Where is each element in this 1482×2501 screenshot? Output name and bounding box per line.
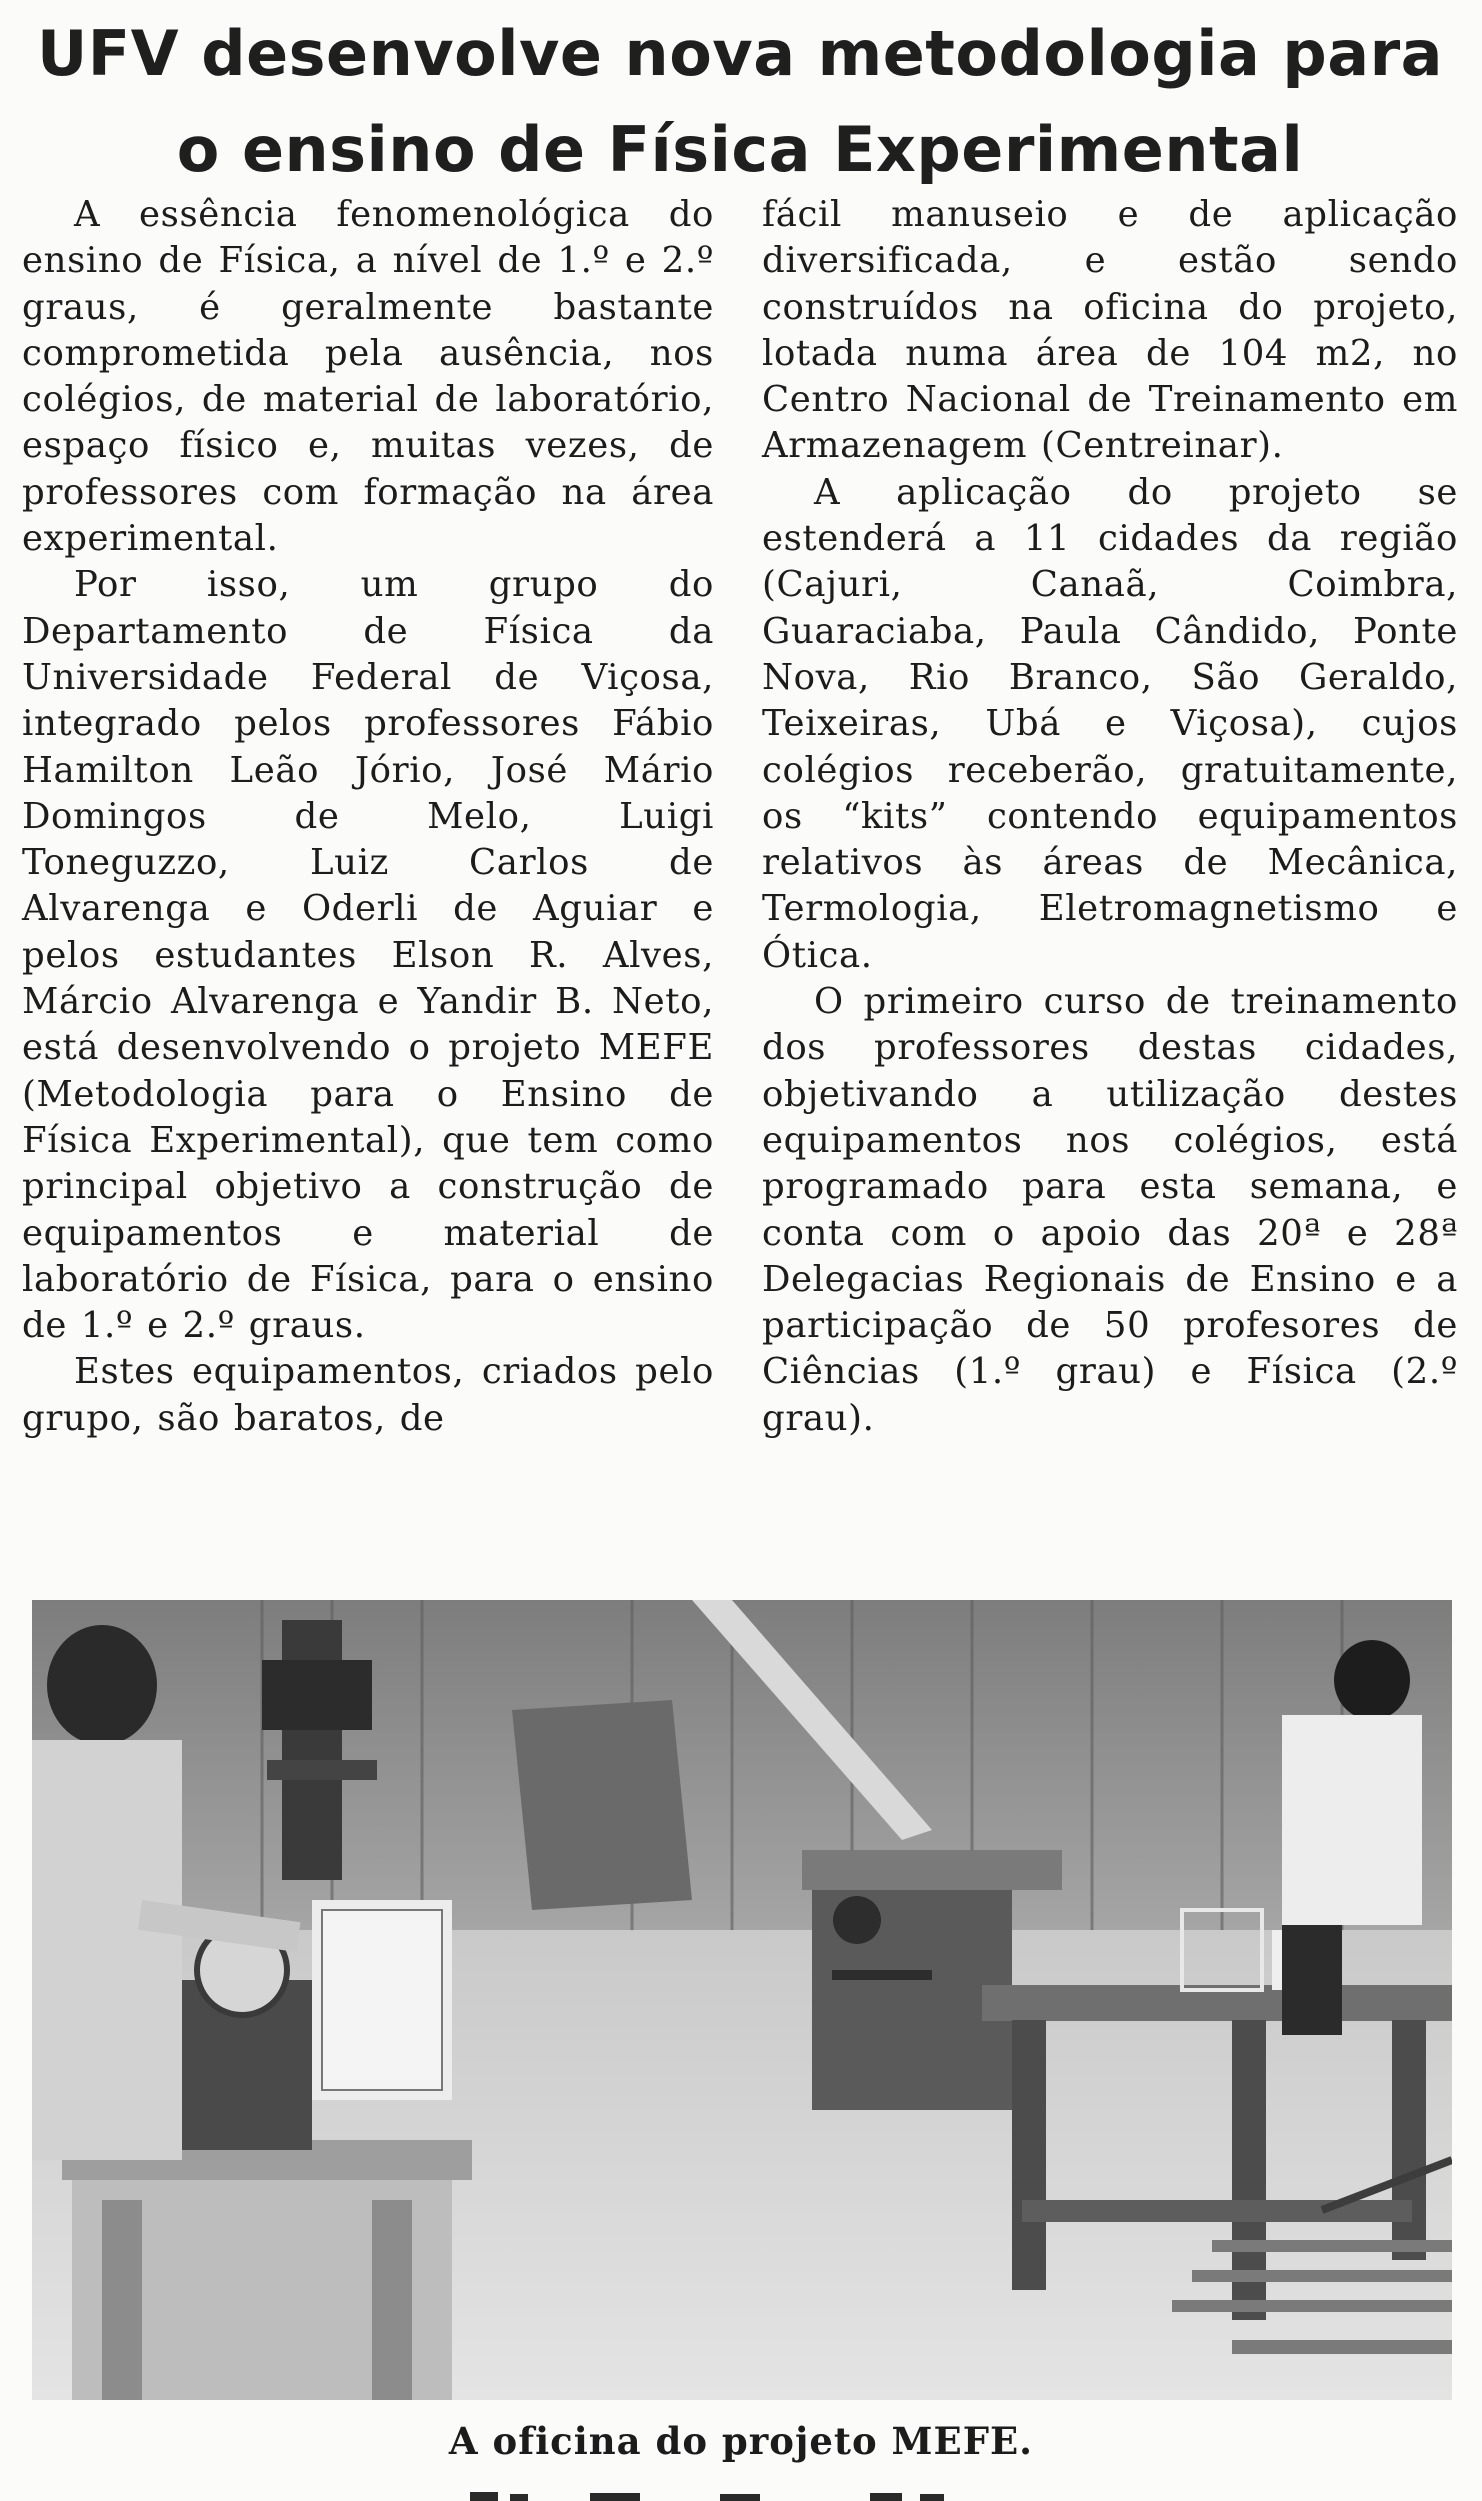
workshop-photo (32, 1600, 1452, 2400)
article-column-left (22, 192, 714, 1442)
cut-off-next-line (470, 2482, 1030, 2501)
paragraph: O primeiro curso de treinamento dos professores destas cidades, objetivando a utilização destes equipamentos nos colégios, está programado para esta semana, e conta com o apoio das 20ª e 28ª Delegacias Regionais de Ensino e a participação de 50 profesores de Ciências (1.º grau) e Física (2.º grau). (762, 981, 1458, 1439)
paragraph: Estes equipamentos, criados pelo grupo, são baratos, de (22, 1351, 714, 1439)
headline-line-2: o ensino de Física Experimental (176, 113, 1304, 186)
article-headline (20, 6, 1460, 198)
headline-line-1: UFV desenvolve nova metodologia para (36, 17, 1444, 90)
photo-caption: A oficina do projeto MEFE. (448, 2419, 1034, 2463)
paragraph: Por isso, um grupo do Departamento de Física da Universidade Federal de Viçosa, integrado pelos professores Fábio Hamilton Leão Jório, José Mário Domingos de Melo, Luigi Toneguzzo, Luiz Carlos de Alvarenga e Oderli de Aguiar e pelos estudantes Elson R. Alves, Márcio Alvarenga e Yandir B. Neto, está desenvolvendo o projeto MEFE (Metodologia para o Ensino de Física Experimental), que tem como principal objetivo a construção de equipamentos e material de laboratório de Física, para o ensino de 1.º e 2.º graus. (22, 564, 714, 1347)
paragraph: A essência fenomenológica do ensino de Física, a nível de 1.º e 2.º graus, é geralmente bastante comprometida pela ausência, nos colégios, de material de laboratório, espaço físico e, muitas vezes, de professores com formação na área experimental. (22, 194, 714, 560)
paragraph: A aplicação do projeto se estenderá a 11 cidades da região (Cajuri, Canaã, Coimbra, Guaraciaba, Paula Cândido, Ponte Nova, Rio Branco, São Geraldo, Teixeiras, Ubá e Viçosa), cujos colégios receberão, gratuitamente, os “kits” contendo equipamentos relativos às áreas de Mecânica, Termologia, Eletromagnetismo e Ótica. (762, 471, 1458, 976)
article-column-right (762, 192, 1458, 1442)
workshop-photo-image (32, 1600, 1452, 2400)
clipped-text-fragment (470, 2482, 1030, 2501)
paragraph: fácil manuseio e de aplicação diversificada, e estão sendo construídos na oficina do projeto, lotada numa área de 104 m2, no Centro Nacional de Treinamento em Armazenagem (Centreinar). (762, 194, 1458, 467)
